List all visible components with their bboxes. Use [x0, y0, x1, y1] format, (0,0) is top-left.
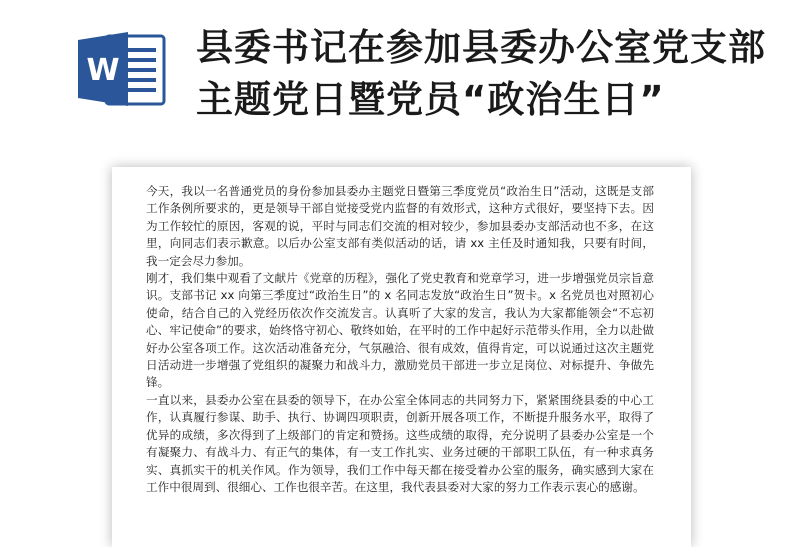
document-page: [112, 167, 691, 547]
paragraph: 刚才，我们集中观看了文献片《党章的历程》，强化了党史教育和党章学习，进一步增强党员宗旨意识。支部书记 xx 向第三季度过“政治生日”的 x 名同志发放“政治生日”贺卡。x 名党员也对照初心使命，结合自己的入党经历依次作交流发言。认真听了大家的发言，我认为大家都能领会“不忘初心、牢记使命”的要求，始终恪守初心、敬终如始，在平时的工作中起好示范带头作用，全力以赴做好办公室各项工作。这次活动准备充分，气氛融洽、很有成效，值得肯定，可以说通过这次主题党日活动进一步增强了党组织的凝聚力和战斗力，激励党员干部进一步立足岗位、对标提升、争做先锋。: [146, 271, 654, 390]
paragraph: 一直以来，县委办公室在县委的领导下，在办公室全体同志的共同努力下，紧紧围绕县委的中心工作，认真履行参谋、助手、执行、协调四项职责，创新开展各项工作，不断提升服务水平，取得了优异的成绩，多次得到了上级部门的肯定和赞扬。这些成绩的取得，充分说明了县委办公室是一个有凝聚力、有战斗力、有正气的集体，有一支工作扎实、业务过硬的干部职工队伍，有一种求真务实、真抓实干的机关作风。作为领导，我们工作中每天都在接受着办公室的服务，确实感到大家在工作中很周到、很细心、工作也很辛苦。在这里，我代表县委对大家的努力工作表示衷心的感谢。: [146, 392, 654, 494]
paragraph: 今天，我以一名普通党员的身份参加县委办主题党日暨第三季度党员“政治生日”活动，这既是支部工作条例所要求的，更是领导干部自觉接受党内监督的有效形式，这种方式很好，要坚持下去。因为工作较忙的原因，客观的说，平时与同志们交流的相对较少，参加县委办支部活动也不多，在这里，向同志们表示歉意。以后办公室支部有类似活动的话，请 xx 主任及时通知我，只要有时间，我一定会尽力参加。: [146, 184, 654, 268]
word-icon-letter: W: [86, 53, 120, 88]
document-body: [146, 183, 654, 496]
word-document-icon: [76, 28, 168, 110]
page-header: [0, 0, 800, 160]
page-title: 县委书记在参加县委办公室党支部主题党日暨党员“政治生日”: [196, 26, 766, 121]
